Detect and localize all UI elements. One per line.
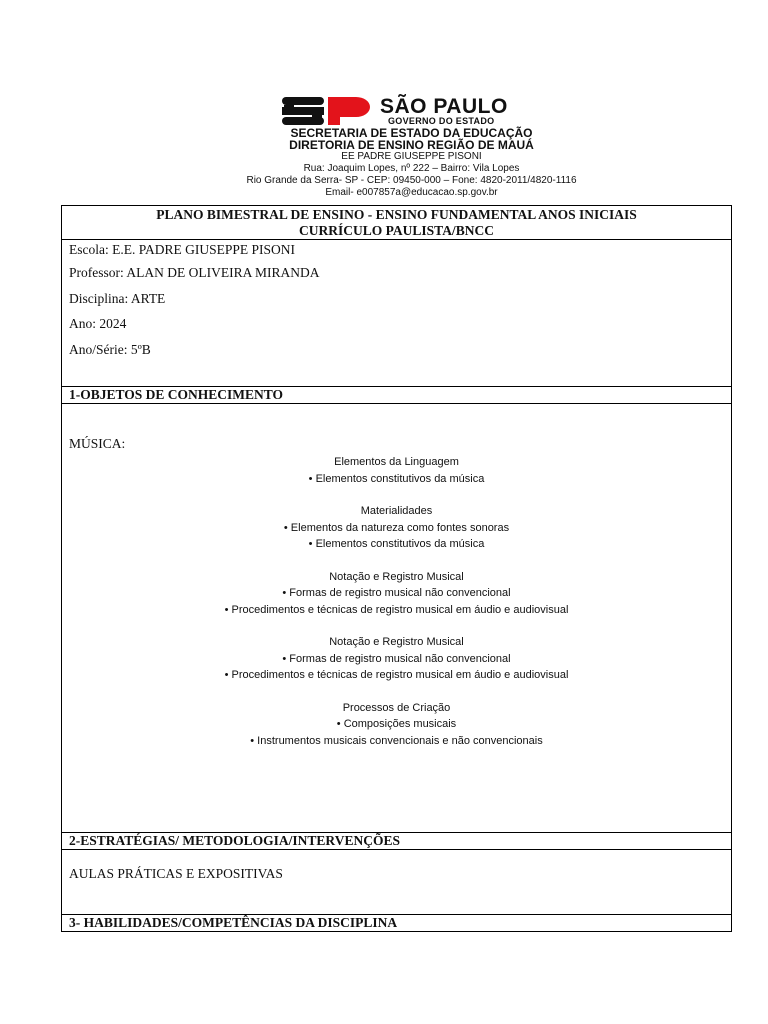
section-3-header: 3- HABILIDADES/COMPETÊNCIAS DA DISCIPLINA <box>62 914 731 931</box>
year-field: Ano: 2024 <box>69 316 127 331</box>
topic-title: Materialidades <box>360 505 433 517</box>
strategy-text: AULAS PRÁTICAS E EXPOSITIVAS <box>69 866 283 881</box>
topic-item: • Composições musicais <box>336 718 457 730</box>
topic-item: • Procedimentos e técnicas de registro musical em áudio e audiovisual <box>224 669 569 681</box>
institution-header <box>0 127 768 199</box>
state-name: SÃO PAULO <box>380 94 508 118</box>
email-line: Email- e007857a@educacao.sp.gov.br <box>325 187 498 198</box>
sao-paulo-logo-icon <box>280 96 372 126</box>
school-line: EE PADRE GIUSEPPE PISONI <box>341 151 482 162</box>
topic-group <box>62 454 731 487</box>
topic-item: • Instrumentos musicais convencionais e não convencionais <box>250 734 543 747</box>
diretoria-line: DIRETORIA DE ENSINO REGIÃO DE MAUÁ <box>289 138 534 152</box>
topic-title: Notação e Registro Musical <box>329 570 464 583</box>
music-label: MÚSICA: <box>69 436 126 451</box>
section-1-content <box>62 403 731 832</box>
identification-block <box>62 239 731 386</box>
government-logo <box>280 96 508 126</box>
topic-group <box>62 634 731 684</box>
section-2-header: 2-ESTRATÉGIAS/ METODOLOGIA/INTERVENÇÕES <box>62 832 731 849</box>
section-2-content <box>62 849 731 914</box>
title-line-2: CURRÍCULO PAULISTA/BNCC <box>299 223 494 238</box>
school-field: Escola: E.E. PADRE GIUSEPPE PISONI <box>69 242 296 257</box>
topic-title: Notação e Registro Musical <box>329 636 464 648</box>
title-line-1: PLANO BIMESTRAL DE ENSINO - ENSINO FUNDAMENTAL ANOS INICIAIS <box>156 207 637 222</box>
topic-title: Elementos da Linguagem <box>334 456 459 468</box>
topic-item: • Elementos constitutivos da música <box>308 538 485 550</box>
topic-item: • Elementos constitutivos da música <box>308 472 485 485</box>
topic-title: Processos de Criação <box>342 701 451 714</box>
subject-field: Disciplina: ARTE <box>69 290 166 306</box>
section-1-header: 1-OBJETOS DE CONHECIMENTO <box>62 386 731 403</box>
city-phone-line: Rio Grande da Serra- SP - CEP: 09450-000 – Fone: 4820-2011/4820-1116 <box>246 175 577 186</box>
teacher-field: Professor: ALAN DE OLIVEIRA MIRANDA <box>69 265 320 280</box>
knowledge-topics <box>62 454 731 765</box>
topic-group <box>62 700 731 750</box>
topic-item: • Procedimentos e técnicas de registro musical em áudio e audiovisual <box>224 603 569 616</box>
topic-item: • Formas de registro musical não convencional <box>282 652 511 665</box>
state-subtitle: GOVERNO DO ESTADO <box>388 115 495 126</box>
grade-field: Ano/Série: 5ºB <box>69 341 151 357</box>
topic-group <box>62 569 731 619</box>
topic-item: • Elementos da natureza como fontes sonoras <box>283 521 510 534</box>
lesson-plan-table <box>61 205 732 932</box>
address-line: Rua: Joaquim Lopes, nº 222 – Bairro: Vila Lopes <box>303 163 520 174</box>
document-title <box>62 206 731 239</box>
secretaria-line: SECRETARIA DE ESTADO DA EDUCAÇÃO <box>290 126 533 140</box>
topic-item: • Formas de registro musical não convencional <box>282 587 511 599</box>
topic-group <box>62 503 731 553</box>
